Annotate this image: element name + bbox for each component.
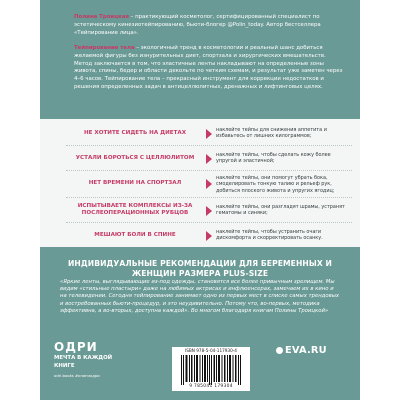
arrow-icon [206,231,212,241]
description-block [74,14,344,99]
method-term: Тейпирование тела [74,44,135,51]
divider [66,197,352,198]
benefit-problem: НЕ ХОТИТЕ СИДЕТЬ НА ДИЕТАХ [83,130,187,136]
benefit-row [40,148,360,168]
publisher-social: odri.books #книгиодри [54,373,100,378]
arrow-icon [206,206,212,216]
eva-logo-icon [276,347,283,354]
benefit-solution: наклейте тейпы, чтобы устранить очаги дискомфорта и скорректировать осанку. [216,229,323,242]
quote-text: «Яркие ленты, выглядывающие из-под одежды, становятся все более привычным зрелищем. Мы видим «стильные пластыри» даже на любимых актрисах и инфлюенсерах, замечаем их в кино и на телевидении. Сегодня тейпирование занимает одно из первых мест в списке самых трендовых и востребованных бьюти-процедур, и это неудивительно. Потому что, во-первых, методика эффективна, а во-вторых, доступна каждой». Во многом благодаря книгам Полины Троицкой» [60,279,340,314]
benefit-solution: наклейте тейпы для снижения аппетита и избавьтесь от лишних килограммов; [216,127,327,140]
benefit-row [40,225,360,245]
book-back-cover [40,0,360,400]
benefit-row [40,123,360,143]
publisher-logo [54,341,112,378]
isbn-barcode [172,347,250,391]
benefit-problem: НЕТ ВРЕМЕНИ НА СПОРТЗАЛ [88,180,182,186]
arrow-icon [206,179,212,189]
headline: ИНДИВИДУАЛЬНЫЕ РЕКОМЕНДАЦИИ ДЛЯ БЕРЕМЕННЫХ И ЖЕНЩИН РАЗМЕРА PLUS-SIZE [67,259,333,278]
method-paragraph [74,45,344,92]
benefits-panel [40,119,360,247]
benefit-problem: ИСПЫТЫВАЕТЕ КОМПЛЕКСЫ ИЗ-ЗА ПОСЛЕОПЕРАЦИОННЫХ РУБЦОВ [77,203,193,216]
divider [66,170,352,171]
isbn-digits: 9 785041 179304 [189,384,233,389]
isbn-label: ISBN 978-5-04-117930-4 [185,348,237,353]
method-text: – экологичный тренд в косметологии и реальный шанс добиться желаемой фигуры без изнурительных диет, спортзала и хирургических вмешательств. Метод заключается в том, что эластичные ленты накладывают на определенные зоны живота, спины, бедер и области декольте по четким схемам, и результат уже заметен через 4–6 часов. Тейпирование тела – прекрасный инструмент для коррекции недостатков и решения определенных задач в антицеллюлитных, дренажных и лифтинговых целях. [74,44,343,91]
publisher-slogan-line: МЕЧТА В КАЖДОЙ [54,355,113,361]
divider [66,222,352,223]
author-paragraph [74,14,344,38]
publisher-slogan-line: КНИГЕ [54,362,75,369]
benefit-solution: наклейте тейпы, они разгладят шрамы, устранят гематомы и синяки; [216,204,345,217]
partner-logo [276,345,327,356]
divider [66,145,352,146]
author-bio: – практикующий косметолог, сертифицированный специалист по эстетическому кинезиотейпированию, бьюти-блогер @Polin_today. Автор бестселлера «Тейпирование лица». [74,14,321,36]
arrow-icon [206,129,212,139]
benefit-row [40,200,360,220]
arrow-icon [206,154,212,164]
benefit-row [40,173,360,193]
benefit-problem: МЕШАЮТ БОЛИ В СПИНЕ [94,232,176,238]
benefit-problem: УСТАЛИ БОРОТЬСЯ С ЦЕЛЛЮЛИТОМ [75,155,195,161]
benefit-solution: наклейте тейпы, чтобы сделать кожу более упругой и эластичной; [216,152,331,165]
publisher-logo-text: ОДРИ [54,340,98,354]
benefit-solution: наклейте тейпы, они помогут убрать бока, смоделировать тонкую талию и рельеф рук, добиться плоского живота и упругих ягодиц; [216,175,335,194]
author-name: Полина Троицкая [74,14,129,20]
partner-logo-text: EVA.RU [285,345,327,356]
